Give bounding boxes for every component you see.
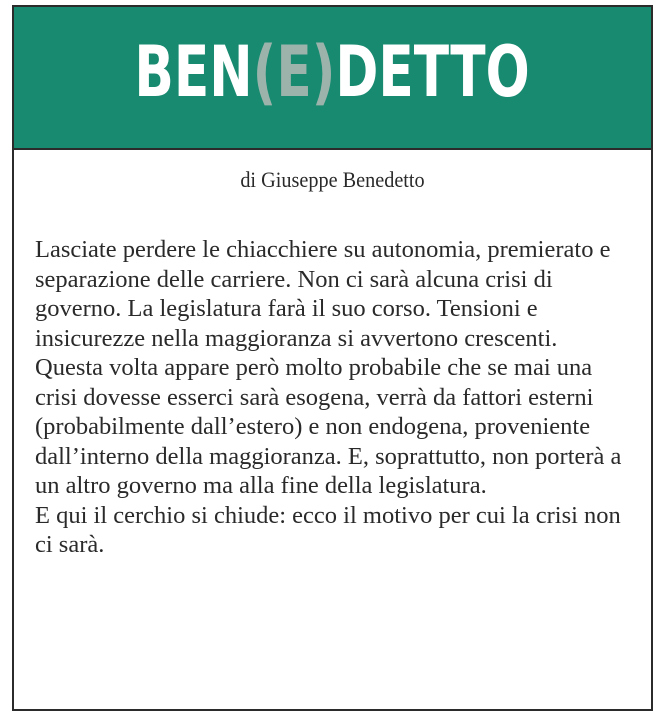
column-title [135, 31, 530, 113]
article-box [12, 5, 653, 711]
column-header [14, 7, 651, 150]
article-body [35, 235, 625, 560]
article-paragraph: Lasciate perdere le chiacchiere su autonomia, premierato e separazione delle carriere. Non ci sarà alcuna crisi di governo. La legislatura farà il suo corso. Tensioni e insicurezze nella maggioranza si avvertono crescenti. [35, 236, 611, 352]
column-title-part-ben: BEN [134, 30, 254, 113]
article-paragraph: E qui il cerchio si chiude: ecco il motivo per cui la crisi non ci sarà. [35, 501, 621, 558]
byline: di Giuseppe Benedetto [240, 167, 425, 192]
article-paragraph: Questa volta appare però molto probabile che se mai una crisi dovesse esserci sarà esogena, verrà da fattori esterni (probabilmente dall’estero) e non endogena, proveniente dall’interno della maggioranza. E, soprattutto, non porterà a un altro governo ma alla fine della legislatura. [35, 354, 622, 499]
column-title-part-detto: DETTO [335, 30, 531, 113]
column-title-part-paren-e: (E) [253, 30, 336, 113]
